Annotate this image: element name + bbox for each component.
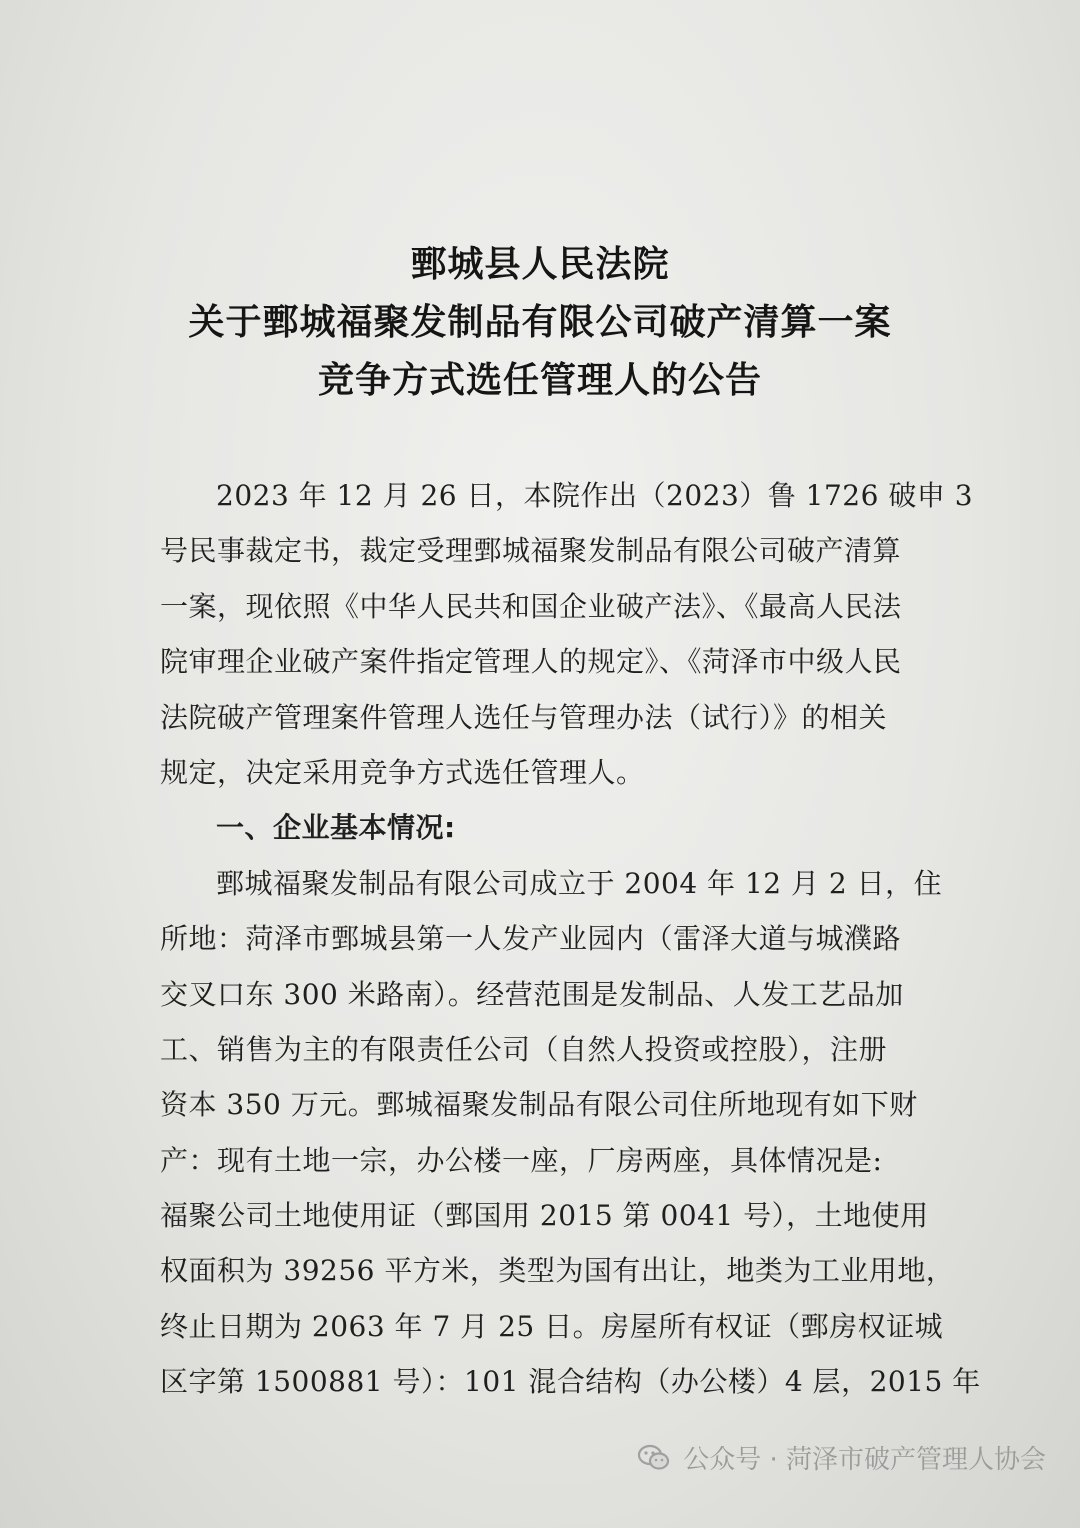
document-title <box>0 236 1080 410</box>
paragraph-line: 工、销售为主的有限责任公司（自然人投资或控股），注册 <box>160 1032 888 1066</box>
paragraph-line: 所地：菏泽市鄄城县第一人发产业园内（雷泽大道与城濮路 <box>160 922 902 956</box>
paragraph-line: 资本 350 万元。鄄城福聚发制品有限公司住所地现有如下财 <box>160 1088 918 1122</box>
paragraph-line: 一案，现依照《中华人民共和国企业破产法》、《最高人民法 <box>160 589 902 623</box>
paragraph-line: 权面积为 39256 平方米，类型为国有出让，地类为工业用地， <box>160 1254 955 1288</box>
wechat-icon <box>637 1441 671 1475</box>
watermark <box>637 1439 1046 1476</box>
paragraph-line: 产：现有土地一宗，办公楼一座，厂房两座，具体情况是: <box>160 1143 883 1177</box>
paragraph-line: 鄄城福聚发制品有限公司成立于 2004 年 12 月 2 日，住 <box>216 866 943 900</box>
watermark-text: 公众号 · 菏泽市破产管理人协会 <box>683 1445 1046 1475</box>
section-heading: 一、企业基本情况: <box>216 811 456 845</box>
paragraph-line: 法院破产管理案件管理人选任与管理办法（试行）》的相关 <box>160 700 888 734</box>
paragraph-line: 规定，决定采用竞争方式选任管理人。 <box>160 755 645 789</box>
title-court-name: 鄄城县人民法院 <box>410 244 670 285</box>
paragraph-line: 号民事裁定书，裁定受理鄄城福聚发制品有限公司破产清算 <box>160 534 902 568</box>
paragraph-line: 2023 年 12 月 26 日，本院作出（2023）鲁 1726 破申 3 <box>216 479 974 512</box>
paragraph-line: 交叉口东 300 米路南）。经营范围是发制品、人发工艺品加 <box>160 977 904 1011</box>
paragraph-line: 福聚公司土地使用证（鄄国用 2015 第 0041 号），土地使用 <box>160 1199 929 1233</box>
title-case-subject: 关于鄄城福聚发制品有限公司破产清算一案 <box>188 302 892 343</box>
title-announcement: 竞争方式选任管理人的公告 <box>317 360 762 401</box>
paragraph-line: 终止日期为 2063 年 7 月 25 日。房屋所有权证（鄄房权证城 <box>160 1309 944 1343</box>
document-body <box>160 468 981 1410</box>
paragraph-line: 区字第 1500881 号）：101 混合结构（办公楼）4 层，2015 年 <box>160 1365 981 1399</box>
paragraph-line: 院审理企业破产案件指定管理人的规定》、《菏泽市中级人民 <box>160 645 902 679</box>
